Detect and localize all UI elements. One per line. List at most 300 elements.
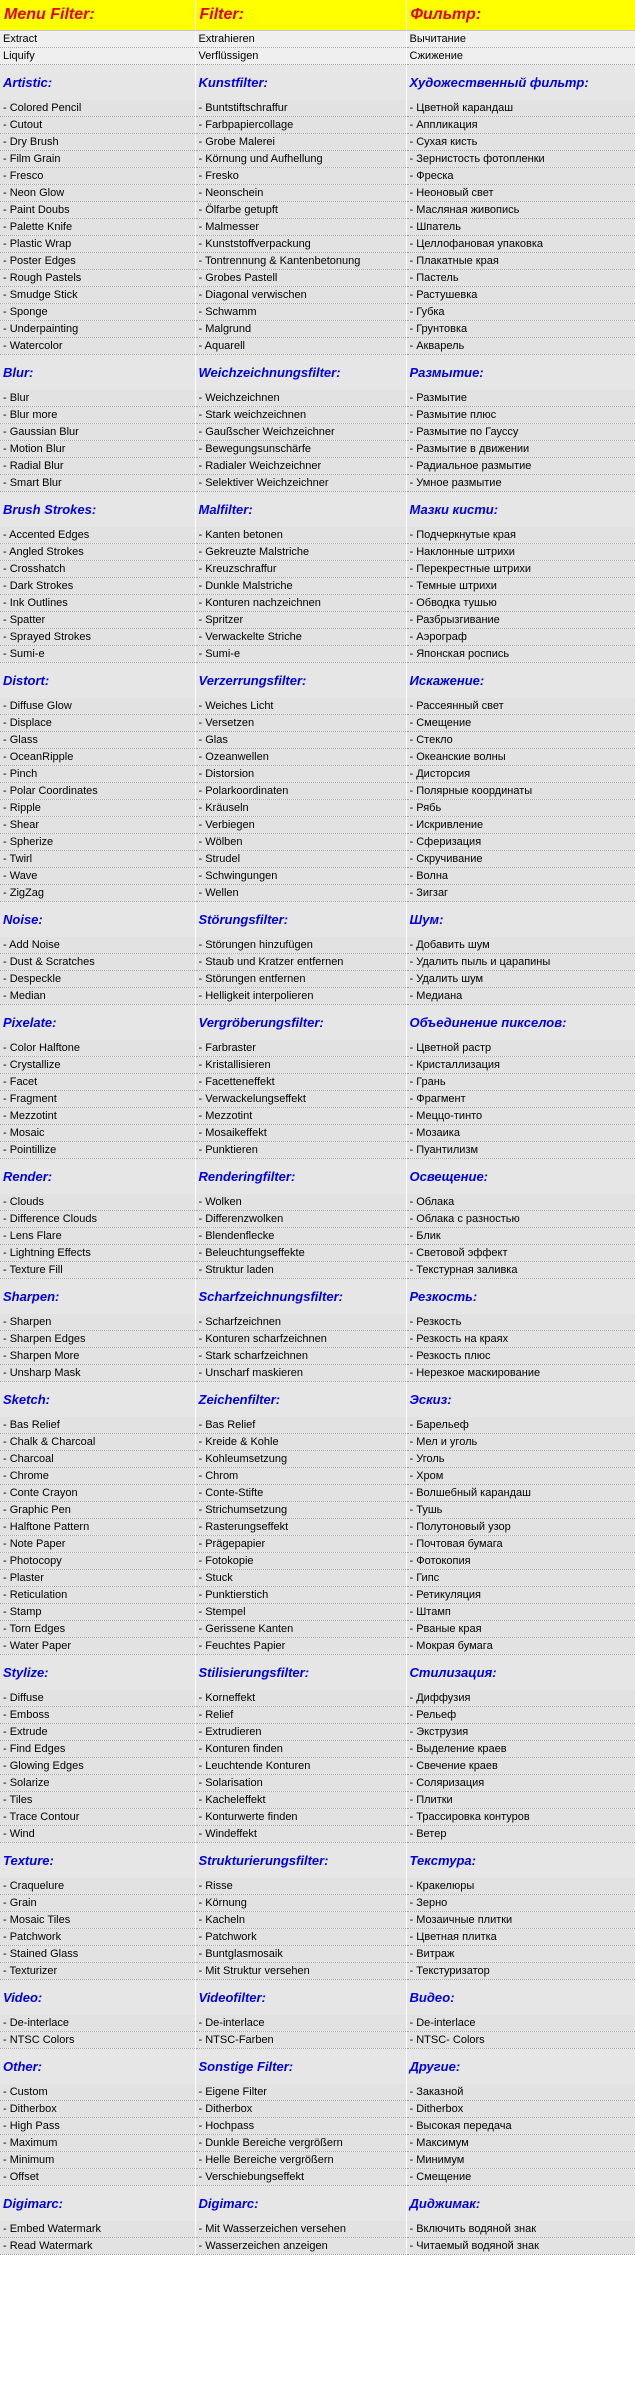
filter-row — [0, 100, 635, 117]
section-title-distort-german: Verzerrungsfilter: — [195, 663, 406, 699]
filter-row-english: - Sprayed Strokes — [0, 629, 195, 646]
filter-row-russian: - Нерезкое маскирование — [406, 1365, 635, 1382]
filter-row-english: - Crosshatch — [0, 561, 195, 578]
filter-row-german: - De-interlace — [195, 2015, 406, 2032]
filter-row-russian: - Размытие плюс — [406, 407, 635, 424]
filter-row — [0, 868, 635, 885]
filter-row-english: - Sponge — [0, 304, 195, 321]
filter-row-german: - Körnung — [195, 1895, 406, 1912]
filter-row-russian: - Волна — [406, 868, 635, 885]
filter-row-russian: - Ветер — [406, 1826, 635, 1843]
filter-row-english: - Dry Brush — [0, 134, 195, 151]
filter-row-german: - Prägepapier — [195, 1536, 406, 1553]
section-title-stylize-russian: Стилизация: — [406, 1655, 635, 1691]
section-title-sharpen-english: Sharpen: — [0, 1279, 195, 1315]
section-title-stylize-english: Stylize: — [0, 1655, 195, 1691]
filter-row-german: - Helligkeit interpolieren — [195, 988, 406, 1005]
filter-row-english: - Dust & Scratches — [0, 954, 195, 971]
filter-row — [0, 1775, 635, 1792]
section-title-sharpen — [0, 1279, 635, 1315]
filter-row-english: - Polar Coordinates — [0, 783, 195, 800]
filter-row-russian: - Блик — [406, 1228, 635, 1245]
section-title-brush-strokes — [0, 492, 635, 528]
filter-row-russian: - Зерно — [406, 1895, 635, 1912]
filter-row-english: - Trace Contour — [0, 1809, 195, 1826]
filter-row-russian: - Гипс — [406, 1570, 635, 1587]
filter-row — [0, 971, 635, 988]
filter-row-russian: - Обводка тушью — [406, 595, 635, 612]
filter-row-russian: - Барельеф — [406, 1417, 635, 1434]
filter-row-german: - Farbraster — [195, 1040, 406, 1057]
filter-row-german: - Polarkoordinaten — [195, 783, 406, 800]
filter-row-russian: - Масляная живопись — [406, 202, 635, 219]
filter-row-german: - Malmesser — [195, 219, 406, 236]
filter-row-german: - Gaußscher Weichzeichner — [195, 424, 406, 441]
filter-row-russian: - Фрагмент — [406, 1091, 635, 1108]
filter-row-russian: - Читаемый водяной знак — [406, 2238, 635, 2255]
filter-row-russian: - Перекрестные штрихи — [406, 561, 635, 578]
filter-row — [0, 1228, 635, 1245]
filter-row-russian: - Трассировка контуров — [406, 1809, 635, 1826]
filter-row-german: - Stark scharfzeichnen — [195, 1348, 406, 1365]
filter-row-english: - Twirl — [0, 851, 195, 868]
filter-row — [0, 1895, 635, 1912]
section-title-other-german: Sonstige Filter: — [195, 2049, 406, 2085]
filter-row — [0, 2169, 635, 2186]
filter-row-english: - Despeckle — [0, 971, 195, 988]
filter-row — [0, 834, 635, 851]
filter-row-german: - Facetteneffekt — [195, 1074, 406, 1091]
filter-row — [0, 1553, 635, 1570]
filter-row — [0, 851, 635, 868]
top-item-row-russian: Вычитание — [406, 31, 635, 48]
filter-row — [0, 2135, 635, 2152]
filter-row-russian: - Грань — [406, 1074, 635, 1091]
filter-row-russian: - Ditherbox — [406, 2101, 635, 2118]
filter-row-russian: - Фреска — [406, 168, 635, 185]
filter-row-russian: - Цветная плитка — [406, 1929, 635, 1946]
filter-row-english: - Craquelure — [0, 1878, 195, 1895]
filter-row-english: - Difference Clouds — [0, 1211, 195, 1228]
filter-row — [0, 2084, 635, 2101]
filter-row-russian: - Сферизация — [406, 834, 635, 851]
section-title-texture-english: Texture: — [0, 1843, 195, 1879]
filter-row-german: - Buntstiftschraffur — [195, 100, 406, 117]
filter-row-german: - Kreuzschraffur — [195, 561, 406, 578]
filter-row-russian: - Штамп — [406, 1604, 635, 1621]
filter-row-german: - Gekreuzte Malstriche — [195, 544, 406, 561]
filter-row-russian: - Темные штрихи — [406, 578, 635, 595]
filter-row-german: - Radialer Weichzeichner — [195, 458, 406, 475]
filter-row — [0, 817, 635, 834]
section-title-sharpen-russian: Резкость: — [406, 1279, 635, 1315]
filter-row-german: - Spritzer — [195, 612, 406, 629]
filter-row-german: - Kohleumsetzung — [195, 1451, 406, 1468]
filter-row-english: - Minimum — [0, 2152, 195, 2169]
filter-row-german: - Ditherbox — [195, 2101, 406, 2118]
filter-row-russian: - Резкость на краях — [406, 1331, 635, 1348]
filter-row-russian: - Рельеф — [406, 1707, 635, 1724]
section-title-video-english: Video: — [0, 1980, 195, 2016]
filter-row-english: - Sharpen — [0, 1314, 195, 1331]
section-title-video-russian: Видео: — [406, 1980, 635, 2016]
filter-row-german: - Kanten betonen — [195, 527, 406, 544]
filter-row-german: - Konturen nachzeichnen — [195, 595, 406, 612]
filter-row — [0, 578, 635, 595]
filter-row-russian: - Заказной — [406, 2084, 635, 2101]
filter-row-russian: - Наклонные штрихи — [406, 544, 635, 561]
filter-row-german: - Feuchtes Papier — [195, 1638, 406, 1655]
filter-row-german: - Hochpass — [195, 2118, 406, 2135]
filter-row-english: - Accented Edges — [0, 527, 195, 544]
filter-row-german: - Konturen finden — [195, 1741, 406, 1758]
filter-row-english: - Radial Blur — [0, 458, 195, 475]
filter-row-german: - Kristallisieren — [195, 1057, 406, 1074]
filter-row-russian: - Пуантилизм — [406, 1142, 635, 1159]
filter-row-german: - Verwackelte Striche — [195, 629, 406, 646]
filter-row-english: - Extrude — [0, 1724, 195, 1741]
filter-row — [0, 1826, 635, 1843]
section-title-texture-russian: Текстура: — [406, 1843, 635, 1879]
filter-row-russian: - Уголь — [406, 1451, 635, 1468]
filter-row — [0, 698, 635, 715]
filter-row-russian: - Медиана — [406, 988, 635, 1005]
filter-row — [0, 2118, 635, 2135]
filter-row — [0, 151, 635, 168]
section-title-render-english: Render: — [0, 1159, 195, 1195]
filter-row-german: - Farbpapiercollage — [195, 117, 406, 134]
filter-row — [0, 1365, 635, 1382]
filter-row-german: - Chrom — [195, 1468, 406, 1485]
filter-row-english: - Spherize — [0, 834, 195, 851]
filter-row-russian: - Соляризация — [406, 1775, 635, 1792]
filter-row — [0, 1929, 635, 1946]
filter-row-german: - Stempel — [195, 1604, 406, 1621]
filter-row-russian: - Облака — [406, 1194, 635, 1211]
section-title-distort-russian: Искажение: — [406, 663, 635, 699]
filter-row-english: - Neon Glow — [0, 185, 195, 202]
section-title-blur-english: Blur: — [0, 355, 195, 391]
filter-row-german: - Schwamm — [195, 304, 406, 321]
top-item-row-german: Extrahieren — [195, 31, 406, 48]
filter-row — [0, 407, 635, 424]
filter-row-russian: - Неоновый свет — [406, 185, 635, 202]
filter-row-english: - Reticulation — [0, 1587, 195, 1604]
filter-row — [0, 475, 635, 492]
section-title-video — [0, 1980, 635, 2016]
filter-row-russian: - Искривление — [406, 817, 635, 834]
filter-row — [0, 1040, 635, 1057]
filter-row-german: - Extrudieren — [195, 1724, 406, 1741]
filter-row-english: - Underpainting — [0, 321, 195, 338]
filter-row-english: - Lens Flare — [0, 1228, 195, 1245]
section-title-noise-german: Störungsfilter: — [195, 902, 406, 938]
header-russian: Фильтр: — [406, 0, 635, 31]
section-title-artistic-russian: Художественный фильтр: — [406, 65, 635, 101]
filter-row-german: - Bas Relief — [195, 1417, 406, 1434]
filter-row-russian: - Рассеянный свет — [406, 698, 635, 715]
filter-row-english: - Pinch — [0, 766, 195, 783]
section-title-noise-russian: Шум: — [406, 902, 635, 938]
section-title-digimarc-english: Digimarc: — [0, 2186, 195, 2222]
filter-row-german: - Blendenflecke — [195, 1228, 406, 1245]
filter-row — [0, 2221, 635, 2238]
filter-row — [0, 1142, 635, 1159]
section-title-blur-german: Weichzeichnungsfilter: — [195, 355, 406, 391]
filter-row-german: - Glas — [195, 732, 406, 749]
filter-row-english: - Smart Blur — [0, 475, 195, 492]
filter-row-russian: - Кристаллизация — [406, 1057, 635, 1074]
filter-row-english: - Diffuse — [0, 1690, 195, 1707]
section-title-render — [0, 1159, 635, 1195]
filter-row — [0, 937, 635, 954]
filter-row-russian: - Волшебный карандаш — [406, 1485, 635, 1502]
filter-row-english: - Fresco — [0, 168, 195, 185]
filter-row-german: - Dunkle Bereiche vergrößern — [195, 2135, 406, 2152]
filter-row-german: - Verschiebungseffekt — [195, 2169, 406, 2186]
filter-row-russian: - Световой эффект — [406, 1245, 635, 1262]
filter-row — [0, 2238, 635, 2255]
filter-row — [0, 287, 635, 304]
filter-row-german: - Windeffekt — [195, 1826, 406, 1843]
filter-row-russian: - Текстуризатор — [406, 1963, 635, 1980]
section-title-other-russian: Другие: — [406, 2049, 635, 2085]
filter-row-russian: - Подчеркнутые края — [406, 527, 635, 544]
filter-row-english: - Glass — [0, 732, 195, 749]
filter-row — [0, 270, 635, 287]
filter-row-german: - Mosaikeffekt — [195, 1125, 406, 1142]
filter-row — [0, 1125, 635, 1142]
filter-row — [0, 595, 635, 612]
filter-row — [0, 800, 635, 817]
section-title-digimarc-russian: Диджимак: — [406, 2186, 635, 2222]
filter-row-english: - Texture Fill — [0, 1262, 195, 1279]
filter-row-german: - Korneffekt — [195, 1690, 406, 1707]
filter-row-english: - Rough Pastels — [0, 270, 195, 287]
filter-row-english: - Plastic Wrap — [0, 236, 195, 253]
filter-row — [0, 766, 635, 783]
filter-row — [0, 715, 635, 732]
filter-row-german: - Buntglasmosaik — [195, 1946, 406, 1963]
filter-row — [0, 988, 635, 1005]
filter-row — [0, 561, 635, 578]
filter-row-russian: - Хром — [406, 1468, 635, 1485]
filter-row-german: - Unscharf maskieren — [195, 1365, 406, 1382]
filter-row-english: - Motion Blur — [0, 441, 195, 458]
filter-row-english: - Shear — [0, 817, 195, 834]
filter-row-english: - Glowing Edges — [0, 1758, 195, 1775]
section-title-pixelate-english: Pixelate: — [0, 1005, 195, 1041]
filter-row-english: - Mezzotint — [0, 1108, 195, 1125]
filter-row-russian: - Выделение краев — [406, 1741, 635, 1758]
filter-row-english: - Maximum — [0, 2135, 195, 2152]
section-title-brush-strokes-russian: Мазки кисти: — [406, 492, 635, 528]
filter-row-german: - Tontrennung & Kantenbetonung — [195, 253, 406, 270]
filter-row — [0, 1963, 635, 1980]
filter-row-german: - Distorsion — [195, 766, 406, 783]
filter-row-german: - Staub und Kratzer entfernen — [195, 954, 406, 971]
section-title-other — [0, 2049, 635, 2085]
filter-row-russian: - Свечение краев — [406, 1758, 635, 1775]
filter-row-german: - Störungen hinzufügen — [195, 937, 406, 954]
filter-row-russian: - Смещение — [406, 715, 635, 732]
filter-row-russian: - Резкость плюс — [406, 1348, 635, 1365]
filter-row-german: - Bewegungsunschärfe — [195, 441, 406, 458]
filter-row — [0, 527, 635, 544]
filter-row — [0, 749, 635, 766]
filter-row — [0, 629, 635, 646]
top-item-row-english: Liquify — [0, 48, 195, 65]
filter-row-english: - Chrome — [0, 1468, 195, 1485]
section-title-digimarc — [0, 2186, 635, 2222]
filter-row-english: - Poster Edges — [0, 253, 195, 270]
filter-row — [0, 458, 635, 475]
filter-row-english: - Film Grain — [0, 151, 195, 168]
filter-row — [0, 1485, 635, 1502]
filter-row-russian: - Витраж — [406, 1946, 635, 1963]
filter-row — [0, 1758, 635, 1775]
section-title-render-german: Renderingfilter: — [195, 1159, 406, 1195]
filter-row — [0, 2152, 635, 2169]
filter-row-english: - Wave — [0, 868, 195, 885]
section-title-video-german: Videofilter: — [195, 1980, 406, 2016]
filter-row-english: - Median — [0, 988, 195, 1005]
filter-row — [0, 2015, 635, 2032]
filter-row — [0, 1690, 635, 1707]
filter-row-russian: - Скручивание — [406, 851, 635, 868]
filter-row-russian: - Почтовая бумага — [406, 1536, 635, 1553]
filter-row-german: - Ozeanwellen — [195, 749, 406, 766]
filter-row — [0, 219, 635, 236]
filter-row-russian: - Минимум — [406, 2152, 635, 2169]
filter-row-russian: - Смещение — [406, 2169, 635, 2186]
section-title-blur — [0, 355, 635, 391]
section-title-distort-english: Distort: — [0, 663, 195, 699]
filter-row-russian: - Шпатель — [406, 219, 635, 236]
filter-row-russian: - Удалить шум — [406, 971, 635, 988]
filter-row-german: - Solarisation — [195, 1775, 406, 1792]
filter-row-german: - Kacheln — [195, 1912, 406, 1929]
filter-row-english: - Paint Doubs — [0, 202, 195, 219]
filter-row-german: - Kräuseln — [195, 800, 406, 817]
filter-row — [0, 1604, 635, 1621]
filter-row-russian: - Резкость — [406, 1314, 635, 1331]
filter-row — [0, 236, 635, 253]
filter-row — [0, 134, 635, 151]
filter-row — [0, 1057, 635, 1074]
section-title-brush-strokes-german: Malfilter: — [195, 492, 406, 528]
filter-row-english: - Conte Crayon — [0, 1485, 195, 1502]
header-german: Filter: — [195, 0, 406, 31]
filter-row-english: - Cutout — [0, 117, 195, 134]
filter-row-russian: - Аэрограф — [406, 629, 635, 646]
filter-row-german: - Kreide & Kohle — [195, 1434, 406, 1451]
filter-row-english: - Tiles — [0, 1792, 195, 1809]
section-title-sketch-english: Sketch: — [0, 1382, 195, 1418]
filter-row — [0, 1108, 635, 1125]
filter-row — [0, 168, 635, 185]
filter-row-russian: - Максимум — [406, 2135, 635, 2152]
filter-row — [0, 1878, 635, 1895]
filter-row-russian: - Мокрая бумага — [406, 1638, 635, 1655]
filter-row-german: - Schwingungen — [195, 868, 406, 885]
filter-row-english: - Grain — [0, 1895, 195, 1912]
filter-row-german: - NTSC-Farben — [195, 2032, 406, 2049]
filter-row-german: - Helle Bereiche vergrößern — [195, 2152, 406, 2169]
filter-row-english: - Bas Relief — [0, 1417, 195, 1434]
filter-row-english: - Pointillize — [0, 1142, 195, 1159]
filter-row-german: - Sumi-e — [195, 646, 406, 663]
filter-row-russian: - NTSC- Colors — [406, 2032, 635, 2049]
section-title-stylize — [0, 1655, 635, 1691]
filter-row — [0, 424, 635, 441]
filter-row-russian: - Размытие — [406, 390, 635, 407]
filter-row-english: - Photocopy — [0, 1553, 195, 1570]
filter-row-german: - Wellen — [195, 885, 406, 902]
filter-row-russian: - Плитки — [406, 1792, 635, 1809]
filter-row-russian: - Океанские волны — [406, 749, 635, 766]
filter-row-russian: - Включить водяной знак — [406, 2221, 635, 2238]
filter-row — [0, 1314, 635, 1331]
section-title-render-russian: Освещение: — [406, 1159, 635, 1195]
filter-row-english: - Custom — [0, 2084, 195, 2101]
filter-row-russian: - Цветной растр — [406, 1040, 635, 1057]
filter-row-german: - Weiches Licht — [195, 698, 406, 715]
section-title-sketch — [0, 1382, 635, 1418]
filter-row-english: - Smudge Stick — [0, 287, 195, 304]
section-title-blur-russian: Размытие: — [406, 355, 635, 391]
filter-row-german: - Dunkle Malstriche — [195, 578, 406, 595]
filter-row-russian: - Диффузия — [406, 1690, 635, 1707]
filter-row — [0, 1638, 635, 1655]
filter-row — [0, 1792, 635, 1809]
filter-row-german: - Mit Struktur versehen — [195, 1963, 406, 1980]
filter-row-english: - Solarize — [0, 1775, 195, 1792]
filter-row-english: - Sharpen Edges — [0, 1331, 195, 1348]
filter-row-russian: - Полутоновый узор — [406, 1519, 635, 1536]
top-item-row-russian: Сжижение — [406, 48, 635, 65]
filter-row — [0, 1946, 635, 1963]
filter-row-english: - Emboss — [0, 1707, 195, 1724]
filter-row-russian: - Растушевка — [406, 287, 635, 304]
filter-row-german: - Risse — [195, 1878, 406, 1895]
filter-row-english: - Gaussian Blur — [0, 424, 195, 441]
filter-row-german: - Neonschein — [195, 185, 406, 202]
filter-row-english: - High Pass — [0, 2118, 195, 2135]
filter-row — [0, 1519, 635, 1536]
filter-row — [0, 1331, 635, 1348]
filter-row-english: - Blur more — [0, 407, 195, 424]
section-title-texture-german: Strukturierungsfilter: — [195, 1843, 406, 1879]
section-title-distort — [0, 663, 635, 699]
filter-row — [0, 954, 635, 971]
filter-row-russian: - Фотокопия — [406, 1553, 635, 1570]
filter-row-english: - Mosaic Tiles — [0, 1912, 195, 1929]
filter-row — [0, 885, 635, 902]
filter-row-english: - Diffuse Glow — [0, 698, 195, 715]
filter-row — [0, 117, 635, 134]
filter-row-russian: - De-interlace — [406, 2015, 635, 2032]
filter-row — [0, 1074, 635, 1091]
filter-row-german: - Grobes Pastell — [195, 270, 406, 287]
filter-row-german: - Conte-Stifte — [195, 1485, 406, 1502]
filter-row-german: - Wasserzeichen anzeigen — [195, 2238, 406, 2255]
filter-row — [0, 1194, 635, 1211]
filter-row — [0, 1912, 635, 1929]
filter-row-english: - Stamp — [0, 1604, 195, 1621]
filter-row-russian: - Сухая кисть — [406, 134, 635, 151]
filter-row — [0, 1587, 635, 1604]
